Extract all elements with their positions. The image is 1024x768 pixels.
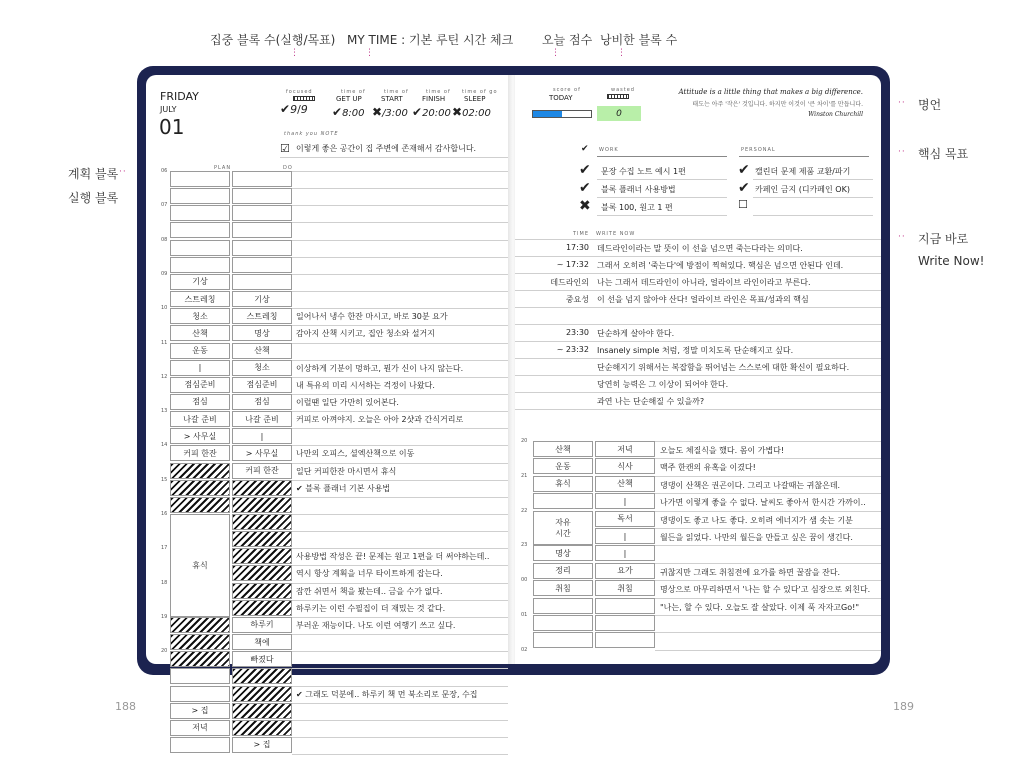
log-note: 하루키는 이런 수필집이 더 재밌는 것 같다.	[296, 603, 446, 613]
check-icon: ✔	[280, 102, 291, 116]
plan-block: 휴식	[533, 476, 593, 492]
personal-header: PERSONAL	[741, 147, 776, 153]
getup-value: ✔8:00	[332, 105, 365, 119]
divider	[597, 215, 727, 216]
write-now-text: 단순해지기 위해서는 복잡함을 뛰어넘는 스스로에 대한 확신이 필요하다.	[597, 363, 850, 372]
hour-label: 16	[161, 511, 168, 517]
plan-block: 나갈 준비	[170, 411, 230, 427]
plan-cell	[170, 171, 230, 187]
plan-cell	[170, 222, 230, 238]
log-note: 댕댕이도 좋고 나도 좋다. 오히려 에너지가 샘 솟는 기분	[660, 515, 853, 525]
getup-label2: GET UP	[336, 95, 362, 103]
write-now-text: 단순하게 살아야 한다.	[597, 329, 675, 338]
plan-cell-hatched	[170, 463, 230, 479]
log-note: 댕댕이 산책은 권곤이다. 그리고 나갈때는 귀찮은데.	[660, 480, 841, 490]
weekday: FRIDAY	[160, 90, 199, 103]
annotation-write-now-2: Write Now!	[918, 254, 985, 268]
write-now-time: 17:30	[565, 243, 589, 252]
grid-line	[292, 274, 508, 275]
log-note: 감아지 산책 시키고, 집안 청소와 설거지	[296, 329, 435, 339]
do-cell	[232, 274, 292, 290]
grid-line	[292, 222, 508, 223]
score-bar-fill	[533, 111, 562, 117]
plan-cell-hatched	[170, 634, 230, 650]
plan-cell	[533, 598, 593, 614]
do-block: > 사무실	[232, 445, 292, 461]
grid-line	[292, 394, 508, 395]
plan-block-line: 자유	[555, 517, 571, 527]
cross-icon: ✖	[372, 105, 383, 119]
start-label2: START	[381, 95, 403, 103]
plan-block: 점심	[170, 394, 230, 410]
plan-block: 청소	[170, 308, 230, 324]
hour-label: 09	[161, 270, 168, 277]
grid-line	[292, 583, 508, 584]
cross-icon: ✖	[579, 198, 591, 214]
plan-block: 기상	[170, 274, 230, 290]
grid-line	[292, 257, 508, 258]
do-cell	[595, 615, 655, 631]
hour-label: 12	[161, 373, 168, 380]
write-now-text: 이 선을 넘지 않아야 산다! 얼라이브 라인은 목표/성과의 핵심	[597, 295, 809, 304]
check-icon: ✔	[579, 180, 591, 196]
write-now-text: 과연 나는 단순해질 수 있을까?	[597, 397, 705, 406]
plan-block: 커피 한잔	[170, 445, 230, 461]
hour-label: 15	[161, 476, 168, 483]
hour-label: 18	[161, 579, 168, 586]
grid-line	[292, 171, 508, 172]
plan-cell-hatched	[170, 480, 230, 496]
do-block: 산책	[232, 343, 292, 359]
divider	[597, 197, 727, 198]
annotation-marker: ⋮	[551, 48, 561, 58]
wasted-value: 0	[597, 106, 641, 121]
log-note: 부러운 재능이다. 나도 이런 여행기 쓰고 싶다.	[296, 620, 456, 630]
grid-line	[292, 651, 508, 652]
do-block: |	[232, 428, 292, 444]
log-note: 내 특유의 미리 시서하는 걱정이 나왔다.	[296, 380, 435, 390]
do-block: 점심	[232, 394, 292, 410]
do-block: 산책	[595, 476, 655, 492]
time-header: TIME	[573, 231, 590, 237]
do-cell-hatched	[232, 548, 292, 564]
divider	[753, 215, 873, 216]
write-now-time: ~ 17:32	[556, 260, 589, 269]
plan-block: 정리	[533, 563, 593, 579]
do-block: 독서	[595, 511, 655, 527]
grid-line	[292, 291, 508, 292]
grid-line	[655, 650, 881, 651]
plan-block: 산책	[170, 325, 230, 341]
hour-label: 17	[161, 545, 168, 552]
annotation-marker: ··	[898, 98, 906, 108]
log-note: 일단 커피한잔 마시면서 휴식	[296, 466, 397, 476]
annotation-score: 오늘 점수	[542, 33, 593, 47]
hour-label: 22	[521, 507, 528, 514]
annotation-focus-blocks: 집중 블록 수(실행/목표)	[210, 33, 336, 47]
grid-line	[655, 580, 881, 581]
do-block: 책에	[232, 634, 292, 650]
write-now-text: 나는 그래서 데드라인이 아니라, 얼라이브 라인이라고 부른다.	[597, 278, 811, 287]
plan-cell-hatched	[170, 497, 230, 513]
hour-label: 19	[161, 613, 168, 620]
grid-line	[515, 358, 881, 359]
check-icon: ✔	[579, 162, 591, 178]
score-label1: score of	[553, 87, 581, 93]
log-note: 이럴땐 일단 가만히 있어본다.	[296, 397, 399, 407]
grid-line	[515, 392, 881, 393]
log-note: 나가면 이렇게 좋을 수 없다. 날씨도 좋아서 한시간 가까이..	[660, 498, 866, 508]
start-value: ✖/3:00	[372, 105, 408, 119]
do-block: |	[595, 493, 655, 509]
grid-line	[292, 497, 508, 498]
plan-cell	[170, 240, 230, 256]
grid-line	[292, 720, 508, 721]
grid-line	[292, 514, 508, 515]
do-block: 나갈 준비	[232, 411, 292, 427]
log-note: 맥주 한캔의 유혹을 이겼다!	[660, 463, 756, 473]
do-cell	[232, 205, 292, 221]
annotation-wasted: 낭비한 블록 수	[600, 33, 678, 47]
grid-line	[515, 273, 881, 274]
log-note: 사용방법 작성은 끝! 문제는 원고 1편을 더 써야하는데..	[296, 552, 490, 562]
work-goal: 블록 100, 원고 1 편	[601, 203, 673, 212]
write-now-text: 그래서 오히려 '죽는다'에 방점이 찍혀있다. 핵심은 넘으면 안된다 인데.	[597, 261, 844, 270]
sleep-label2: SLEEP	[464, 95, 486, 103]
annotation-marker: ⋮	[290, 48, 300, 58]
plan-block: 운동	[533, 458, 593, 474]
divider	[597, 179, 727, 180]
grid-line	[292, 737, 508, 738]
log-note: 역시 항상 계획을 너무 타이트하게 잡는다.	[296, 569, 443, 579]
hour-label: 01	[521, 612, 528, 618]
grid-line	[292, 377, 508, 378]
do-block: |	[595, 545, 655, 561]
divider	[739, 156, 869, 157]
divider	[597, 156, 727, 157]
grid-line	[292, 565, 508, 566]
grid-line	[292, 308, 508, 309]
do-cell-hatched	[232, 514, 292, 530]
work-goal: 문장 수집 노트 예시 1편	[601, 167, 686, 176]
plan-cell	[170, 737, 230, 753]
grid-line	[292, 188, 508, 189]
plan-block-line: 시간	[555, 528, 571, 538]
do-block: 명상	[232, 325, 292, 341]
grid-line	[292, 240, 508, 241]
personal-goal: 캘린더 문제 제품 교환/파기	[755, 167, 851, 176]
annotation-do-block: 실행 블록	[68, 191, 119, 205]
grid-line	[515, 375, 881, 376]
sleep-value: ✖02:00	[452, 105, 491, 119]
log-note: 커피로 아껴야지. 오늘은 아아 2샷과 간식거리로	[296, 415, 464, 425]
plan-cell	[170, 205, 230, 221]
grid-line	[515, 341, 881, 342]
work-goal: 블록 플래너 사용방법	[601, 185, 676, 194]
grid-line	[515, 239, 881, 240]
plan-block: > 집	[170, 703, 230, 719]
annotation-my-time: MY TIME : 기본 루틴 시간 체크	[347, 33, 514, 47]
grid-line	[655, 615, 881, 616]
write-now-text: 데드라인이라는 말 뜻이 이 선을 넘으면 죽는다라는 의미다.	[597, 244, 803, 253]
check-icon: ✔	[412, 105, 423, 119]
page-number-right: 189	[893, 700, 914, 713]
grid-line	[655, 563, 881, 564]
plan-block: 스트레칭	[170, 291, 230, 307]
grid-line	[292, 205, 508, 206]
grid-line	[292, 600, 508, 601]
check-icon: ✔	[332, 105, 343, 119]
grid-line	[655, 476, 881, 477]
work-header: WORK	[599, 147, 619, 153]
focused-value: ✔9/9	[280, 102, 308, 116]
hour-label: 23	[521, 542, 528, 549]
page-number-left: 188	[115, 700, 136, 713]
hour-label: 13	[161, 408, 168, 415]
plan-cell	[170, 686, 230, 702]
do-block: 취침	[595, 580, 655, 596]
plan-cell	[170, 257, 230, 273]
plan-block: 명상	[533, 545, 593, 561]
grid-line	[655, 493, 881, 494]
quote-en: Attitude is a little thing that makes a big difference.	[678, 88, 863, 96]
do-cell-hatched	[232, 686, 292, 702]
grid-line	[655, 511, 881, 512]
plan-block-merged: 휴식	[170, 514, 230, 617]
finish-label1: time of	[426, 89, 451, 95]
log-note: "나는, 할 수 있다. 오늘도 잘 살았다. 이제 푹 자자고Go!"	[660, 602, 860, 612]
grid-line	[292, 343, 508, 344]
day: 01	[159, 115, 185, 139]
plan-cell	[533, 632, 593, 648]
grid-line	[292, 754, 508, 755]
write-now-time: 23:30	[565, 328, 589, 337]
grid-line	[292, 531, 508, 532]
hour-label: 14	[161, 442, 168, 449]
do-header: DO	[283, 165, 293, 171]
log-note: 월든을 읽었다. 나만의 월든을 만들고 싶은 꿈이 생긴다.	[660, 533, 853, 542]
do-cell-hatched	[232, 565, 292, 581]
do-block: 빠졌다	[232, 651, 292, 667]
grid-line	[292, 686, 508, 687]
do-block: 청소	[232, 360, 292, 376]
grid-line	[292, 703, 508, 704]
hour-label: 20	[161, 648, 168, 655]
do-block: 식사	[595, 458, 655, 474]
check-icon: ✔	[738, 162, 750, 178]
focused-icon	[293, 96, 315, 101]
plan-block: 취침	[533, 580, 593, 596]
right-page	[515, 75, 881, 664]
annotation-marker: ··	[898, 232, 906, 242]
personal-goal: 카페인 금지 (디카페인 OK)	[755, 185, 850, 194]
grid-line	[292, 617, 508, 618]
grid-line	[292, 668, 508, 669]
do-cell-hatched	[232, 531, 292, 547]
annotation-marker: ⋮	[617, 48, 627, 58]
wasted-label: wasted	[611, 87, 635, 93]
do-block: |	[595, 528, 655, 544]
log-note: 일어나서 냉수 한잔 마시고, 바로 30분 요가	[296, 312, 448, 322]
grid-line	[655, 441, 881, 442]
do-cell-hatched	[232, 497, 292, 513]
grid-line	[292, 411, 508, 412]
log-note: ✔ 그래도 덕분에.. 하루키 책 먼 북소리로 문장, 수집	[296, 689, 478, 699]
do-cell-hatched	[232, 480, 292, 496]
hour-label: 10	[161, 305, 168, 312]
getup-label1: time of	[341, 89, 366, 95]
do-cell-hatched	[232, 583, 292, 599]
left-page	[146, 75, 510, 750]
do-block: > 집	[232, 737, 292, 753]
plan-cell	[170, 188, 230, 204]
grid-line	[515, 290, 881, 291]
finish-label2: FINISH	[422, 95, 446, 103]
annotation-marker: ··	[898, 147, 906, 157]
wasted-icon	[607, 94, 629, 99]
work-check-icon: ✔	[581, 144, 589, 154]
do-cell	[232, 171, 292, 187]
annotation-plan-block: 계획 블록	[68, 167, 119, 181]
grid-line	[292, 428, 508, 429]
plan-cell	[533, 615, 593, 631]
plan-block: |	[170, 360, 230, 376]
checkbox-icon: ☐	[738, 198, 748, 211]
log-note: ✔ 블록 플래너 기본 사용법	[296, 483, 391, 493]
hour-label: 08	[161, 236, 168, 243]
write-now-time: 데드라인의	[550, 278, 589, 287]
divider	[753, 179, 873, 180]
do-cell-hatched	[232, 600, 292, 616]
plan-block: 운동	[170, 343, 230, 359]
log-note: 이상하게 기분이 멍하고, 뭔가 신이 나지 않는다.	[296, 363, 464, 373]
hour-label: 20	[521, 438, 528, 444]
plan-block: 산책	[533, 441, 593, 457]
do-cell	[595, 598, 655, 614]
annotation-marker: ··	[119, 167, 127, 177]
write-now-text: 당연히 능력은 그 이상이 되어야 한다.	[597, 380, 729, 389]
plan-block: 점심준비	[170, 377, 230, 393]
do-cell	[232, 188, 292, 204]
plan-cell-hatched	[170, 651, 230, 667]
thank-you-text: 이렇게 좋은 공간이 집 주변에 존재해서 감사합니다.	[296, 144, 477, 153]
grid-line	[515, 324, 881, 325]
do-cell-hatched	[232, 720, 292, 736]
annotation-write-now: 지금 바로	[918, 232, 969, 246]
focused-label: focused	[286, 89, 313, 95]
write-now-time: ~ 23:32	[556, 345, 589, 354]
do-cell-hatched	[232, 703, 292, 719]
grid-line	[292, 463, 508, 464]
hour-label: 02	[521, 646, 528, 653]
do-cell	[232, 257, 292, 273]
grid-line	[292, 360, 508, 361]
log-note: 오늘도 체질식을 했다. 몸이 가볍다!	[660, 446, 785, 455]
plan-block-merged	[533, 511, 593, 546]
annotation-goal: 핵심 목표	[918, 147, 969, 161]
log-note: 잠깐 쉬면서 책을 봤는데.. 금을 수가 없다.	[296, 586, 443, 596]
annotation-quote: 명언	[918, 98, 942, 112]
finish-value: ✔20:00	[412, 105, 451, 119]
score-bar	[532, 110, 592, 118]
grid-line	[655, 545, 881, 546]
plan-cell-hatched	[170, 617, 230, 633]
grid-line	[292, 445, 508, 446]
hour-label: 06	[161, 168, 168, 174]
plan-cell	[170, 668, 230, 684]
quote-ko: 태도는 아주 '작은' 것입니다. 하지만 이것이 '큰 차이'를 만듭니다.	[692, 101, 863, 108]
start-label1: time of	[384, 89, 409, 95]
grid-line	[655, 458, 881, 459]
grid-line	[655, 598, 881, 599]
grid-line	[292, 634, 508, 635]
do-block: 기상	[232, 291, 292, 307]
do-cell	[232, 240, 292, 256]
grid-line	[655, 528, 881, 529]
log-note: 귀찮지만 그래도 취침전에 요가를 하면 꿀잠을 잔다.	[660, 567, 841, 577]
divider	[753, 197, 873, 198]
do-block: 저녁	[595, 441, 655, 457]
plan-header: PLAN	[214, 165, 232, 171]
check-icon: ✔	[738, 180, 750, 196]
grid-line	[515, 409, 881, 410]
annotation-marker: ⋮	[365, 48, 375, 58]
month: JULY	[160, 105, 177, 114]
plan-cell	[533, 493, 593, 509]
grid-line	[292, 480, 508, 481]
hour-label: 21	[521, 472, 528, 479]
hour-label: 07	[161, 202, 168, 209]
do-block: 요가	[595, 563, 655, 579]
sleep-label1: time of go	[462, 89, 498, 95]
do-cell	[595, 632, 655, 648]
write-now-text: Insanely simple 처럼, 정말 미치도록 단순해지고 싶다.	[597, 346, 794, 355]
grid-line	[655, 632, 881, 633]
write-now-time: 중요성	[565, 295, 589, 304]
do-cell-hatched	[232, 668, 292, 684]
hour-label: 11	[161, 339, 168, 346]
divider	[280, 157, 510, 158]
plan-block: 저녁	[170, 720, 230, 736]
do-block: 커피 한잔	[232, 463, 292, 479]
write-now-header: WRITE NOW	[596, 231, 636, 237]
thank-you-label: thank you NOTE	[284, 131, 339, 137]
do-block: 점심준비	[232, 377, 292, 393]
quote-author: Winston Churchill	[808, 111, 863, 118]
checkbox-checked-icon: ☑	[280, 142, 290, 155]
do-cell	[232, 222, 292, 238]
score-label2: TODAY	[549, 94, 573, 102]
grid-line	[292, 548, 508, 549]
do-block: 스트레칭	[232, 308, 292, 324]
hour-label: 00	[521, 577, 528, 584]
cross-icon: ✖	[452, 105, 463, 119]
grid-line	[515, 307, 881, 308]
log-note: 나만의 오피스, 셜엑산책으로 이동	[296, 449, 415, 459]
log-note: 명상으로 마무리하면서 '나는 할 수 있다'고 심장으로 외친다.	[660, 585, 871, 595]
grid-line	[292, 325, 508, 326]
do-block: 하루키	[232, 617, 292, 633]
grid-line	[515, 256, 881, 257]
plan-block: > 사무실	[170, 428, 230, 444]
